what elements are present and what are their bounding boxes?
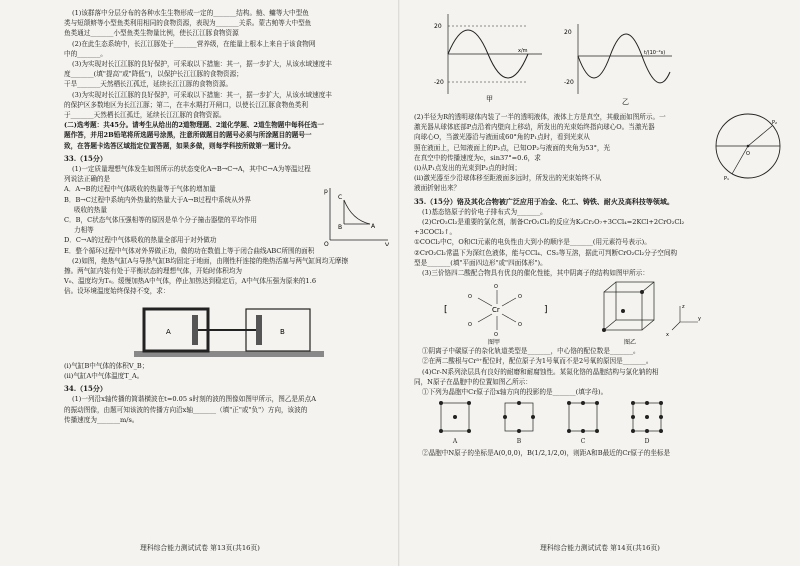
q33-option-d: D．C→A的过程中气体吸收的热量全部用于对外做功 <box>64 236 217 245</box>
projection-option-b[interactable] <box>502 400 536 445</box>
q33-sub-i: (ⅰ)气缸B中气体的体积V_B； <box>64 361 149 370</box>
q35-part2: ②CrO₂Cl₂常温下为深红色液体，能与CCl₄、CS₂等互溶，据此可判断CrO₂Cl₂分子空间构 <box>414 248 678 257</box>
svg-text:A: A <box>371 223 376 231</box>
q34-part2-block <box>414 112 790 194</box>
q31-line: 的保护区多数地区为长江江豚；第二，在丰水期打开闸口，以使长江江豚食物鱼类利 <box>64 100 308 109</box>
q33-text: (1)一定质量理想气体发生如图所示的状态变化A→B→C→A，其中C→A为等温过程 <box>72 165 311 174</box>
anion-structure <box>438 278 558 346</box>
wave-graph-jia <box>434 8 546 104</box>
q33-sub-ii: (ⅱ)气缸A中气体温度T_A。 <box>64 371 144 380</box>
q35-part1: (1)基态铬原子的价电子排布式为_______。 <box>422 207 547 216</box>
pv-diagram <box>322 184 392 246</box>
q35-part2: 型是_______(填"平面四边形"或"四面体形")。 <box>414 258 547 267</box>
option-label: C <box>580 438 586 446</box>
svg-text:O: O <box>494 332 498 339</box>
svg-text:]: ] <box>544 305 548 316</box>
fig-label-yi: 乙 <box>622 98 629 106</box>
q35-part4: 同，N原子在晶胞中的位置如图乙所示： <box>414 377 532 386</box>
x-axis-unit: x/m <box>518 48 528 54</box>
crystal-cell <box>594 278 714 346</box>
q33-text: 列说法正确的是 <box>64 175 111 184</box>
q34-part2-text: 照在液面上，已知液面上的P₂点，已知OP₂与液面的夹角为53°，光 <box>414 143 611 152</box>
q34-text: 传播速度为_______m/s。 <box>64 415 139 424</box>
svg-text:O: O <box>468 294 472 301</box>
q31-line: 度_______(填"提高"或"降低")，以保护长江江豚的食物资源； <box>64 70 243 79</box>
q31-line: (1)该群落中分层分布的各种水生生物形成一定的_______结构。鲢、鳙等大中型鱼 <box>72 9 309 17</box>
q34-part2-sub-ii: (ⅱ)激光器至少沿球体移至距液面多远时，所发出的光束始终不从 <box>414 174 602 183</box>
q35-part4-sub2: ②晶胞中N原子的坐标是A(0,0,0)，B(1/2,1/2,0)，则距A和B最近的Cr原子的坐标是 <box>422 449 671 458</box>
svg-text:x: x <box>666 332 669 339</box>
q33-block <box>64 164 388 256</box>
projection-options <box>414 400 790 445</box>
q33-option-c: 力相等 <box>74 226 94 235</box>
q33-part2: (2)如图，绝热气缸A与导热气缸B均固定于地面，由刚性杆连接的绝热活塞与两气缸间均无摩擦 <box>72 256 349 265</box>
q35-part2: ①COCl₂中C，O和Cl元素的电负性由大到小的顺序是_______(用元素符号表示)。 <box>414 238 651 247</box>
page-footer: 理科综合能力测试试卷 第13页(共16页) <box>140 544 260 552</box>
q34-part2-sub-ii: 液面折射出来？ <box>414 184 461 193</box>
fig-label-jia: 甲 <box>486 95 493 103</box>
wave-figures <box>414 8 790 112</box>
y-tick-top: 20 <box>564 29 572 36</box>
svg-text:Cr: Cr <box>492 306 500 315</box>
projection-option-d[interactable] <box>630 400 664 445</box>
svg-text:A: A <box>166 327 171 336</box>
option-label: B <box>516 438 522 446</box>
q31-line: (2)在此生态系统中，长江江豚处于_______营养级，在能量上根本上来自于该食物网 <box>72 39 316 48</box>
q34-part2-text: 在真空中的传播速度为c，sin37°=0.6，求 <box>414 153 541 162</box>
svg-text:O: O <box>468 322 472 329</box>
q35-part4-sub1: ①下列为晶胞中Cr原子沿x轴方向的投影的是_______(填字母)。 <box>422 388 608 397</box>
q33-option-a: A．A→B的过程中气体吸收的热量等于气体的增加量 <box>64 185 216 194</box>
section-2-instructions: (二)选考题：共45分。请考生从给出的2道物理题、2道化学题、2道生物题中每科任选一 <box>64 121 324 130</box>
q31-line: 鱼类通过_______小型鱼类生物量比例，使长江江豚食物资源 <box>64 29 239 38</box>
svg-text:O: O <box>518 294 522 301</box>
section-2-instructions: 题作答，并用2B铅笔将所选题号涂黑，注意所做题目的题号必须与所涂题目的题号一 <box>64 131 312 140</box>
page-footer: 理科综合能力测试试卷 第14页(共16页) <box>540 544 660 552</box>
projection-option-c[interactable] <box>566 400 600 445</box>
y-tick-top: 20 <box>434 23 442 30</box>
svg-text:B: B <box>280 327 285 336</box>
sphere-diagram <box>710 108 786 184</box>
q31-line: (3)为实现对长江江豚的良好保护，可采取以下措施：其一，据一步扩大，从该水域速度丰 <box>72 60 332 69</box>
q31-line: 中的_______。 <box>64 49 107 58</box>
svg-text:z: z <box>682 304 685 311</box>
q35-part3: (3)三价铬四二酸配合物具有优良的催化性能，其中阴离子的结构如图甲所示： <box>422 269 649 278</box>
q33-option-c: C．B，C状态气体压强相等的原因是单个分子撞击器壁的平均作用 <box>64 216 257 225</box>
svg-text:[: [ <box>444 305 448 316</box>
section-2-instructions: 致，在答题卡选答区域指定位置答题，如果多做，则每学科按所做第一题计分。 <box>64 141 295 150</box>
q34-part2-sub-i: (ⅰ)从P₁点发出的光束到P₂点的时间； <box>414 164 522 173</box>
q35-part2: +3COCl₂↑。 <box>414 228 457 237</box>
q33-part2: 擦。两气缸内装有处于平衡状态的理想气体，开始时体积均为 <box>64 267 243 276</box>
y-tick-bottom: -20 <box>564 79 574 86</box>
q31-line: 干旱_______天然栖长江孤迁，延续长江江豚的食物资源。 <box>64 80 233 89</box>
svg-text:O: O <box>494 284 498 291</box>
q34-text: (1)一列沿x轴传播的简谐横波在t=0.05 s时刻的波的图像如图甲所示，图乙是质点A <box>72 395 316 404</box>
q35-part2: (2)CrO₂Cl₂是重要的氯化剂，制备CrO₂Cl₂的反应为K₂Cr₂O₇+3CCl₄=2KCl+2CrO₂Cl₂ <box>422 218 685 227</box>
svg-text:O: O <box>324 241 329 247</box>
q35-part3-sub2: ②在两二酸根与Cr³⁺配位时，配位原子为1号氧而不是2号氧的原因是_______。 <box>422 357 653 366</box>
q34-part2-text: 激光器从球体底部P点沿着内壁向上移动，所发出的光束始终指向球心O。当激光器 <box>414 123 655 132</box>
svg-text:V: V <box>385 242 390 247</box>
svg-text:P₁: P₁ <box>724 176 730 182</box>
q33-part2: V₀、温度均为T₀。缓慢加热A中气体，停止加热达到稳定后，A中气体压强为原来的1.6 <box>64 277 317 286</box>
cylinder-diagram <box>134 301 324 359</box>
projection-option-a[interactable] <box>438 400 472 445</box>
fig-label-b: 图乙 <box>624 339 637 347</box>
wave-graph-yi <box>564 20 676 106</box>
option-label: D <box>644 438 650 446</box>
svg-text:B: B <box>338 224 343 232</box>
option-label: A <box>452 438 458 446</box>
q35-part4: (4)Cr-N系列涂层具有良好的耐磨和耐腐蚀性。某氮化铬的晶胞结构与氯化钠的相 <box>422 367 659 376</box>
svg-text:O: O <box>518 322 522 329</box>
x-axis-unit: t/(10⁻²s) <box>644 50 666 56</box>
svg-text:p: p <box>324 188 328 196</box>
q33-option-b: 吸收的热量 <box>74 205 107 214</box>
q34-part2-text: (2)半径为R的透明球体内装了一半的透明液体，液体上方是真空，其截面如图所示。一 <box>414 113 666 121</box>
q33-option-e: E．整个循环过程中气体对外界做正功，做的功在数值上等于闭合曲线ABC所围的面积 <box>64 246 315 255</box>
q33-heading: 33.（15分） <box>64 153 107 163</box>
y-tick-bottom: -20 <box>434 79 444 86</box>
q34-text: 的振动图像，由题可知该波的传播方向沿x轴_______（填"正"或"负"）方向，该波的 <box>64 405 308 414</box>
q34-heading: 34.（15分） <box>64 384 107 394</box>
q35-part3-sub1: ①阴离子中碳原子的杂化轨道类型是_______，中心铬的配位数是_______。 <box>422 347 640 356</box>
q34-part2-text: 向球心O，当激光器沿与液面成60°角的P₁点时，看到光束从 <box>414 133 590 142</box>
q31-line: 于_______天然栖长江孤迁，延续长江江豚的食物资源。 <box>64 111 226 120</box>
svg-text:P₂: P₂ <box>772 120 778 126</box>
q33-part2: 倍。设环境温度始终保持不变，求： <box>64 287 170 296</box>
fig-label-a: 图甲 <box>488 339 501 347</box>
q33-option-b: B．B→C过程中系统内外热量的热量大于A→B过程中系统从外界 <box>64 195 252 204</box>
svg-text:C: C <box>338 194 343 202</box>
q31-line: 类与短颌鲚等小型鱼类利用相同的食物资源，表现为_______关系。蒙古鲌等大中型鱼 <box>64 19 312 28</box>
q35-heading: 35.（15分）铬及其化合物被广泛应用于冶金、化工、铸铁、耐火及高科技等领域。 <box>414 196 674 206</box>
exam-page-14 <box>400 0 800 566</box>
svg-text:y: y <box>698 316 701 323</box>
q31-line: (3)为实现对长江江豚的良好保护，可采取以下措施：其一，据一步扩大，从该水域速度丰 <box>72 90 332 99</box>
structure-figures <box>414 278 790 346</box>
svg-text:O: O <box>746 151 750 157</box>
